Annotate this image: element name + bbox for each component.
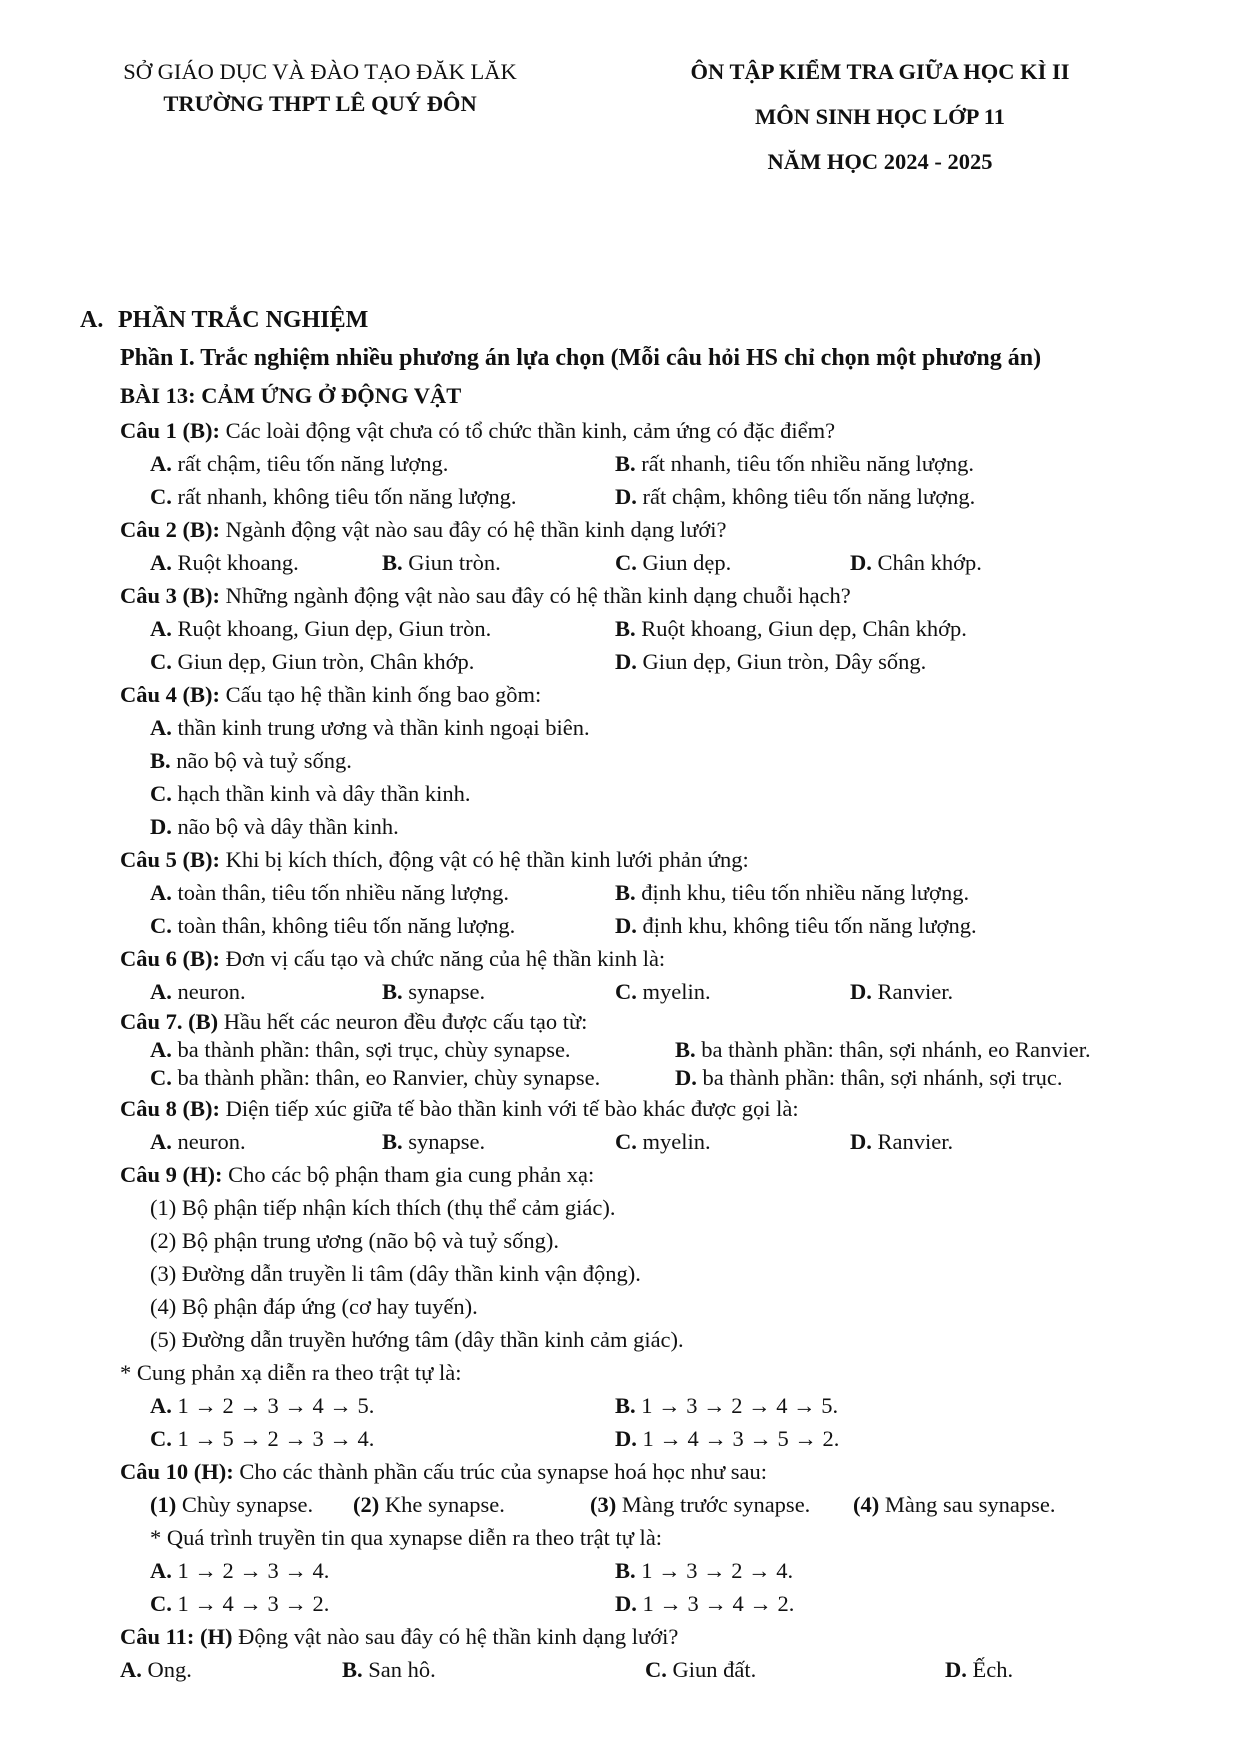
option-d: D. định khu, không tiêu tốn năng lượng. (615, 913, 977, 938)
question-6-options (80, 975, 1200, 1008)
question-7-options-cd (80, 1064, 1200, 1092)
option-b: B. Giun tròn. (382, 550, 501, 575)
option-d: D. Ếch. (945, 1657, 1014, 1682)
option-b: B. rất nhanh, tiêu tốn nhiều năng lượng. (615, 451, 975, 476)
option-c: C. 1 → 5 → 2 → 3 → 4. (150, 1426, 375, 1451)
option-b: B. não bộ và tuỷ sống. (150, 748, 352, 773)
option-a: A. Ruột khoang, Giun dẹp, Giun tròn. (150, 616, 492, 641)
question-7: Câu 7. (B) Hầu hết các neuron đều được cấu tạo từ: (120, 1009, 588, 1034)
option-b: B. định khu, tiêu tốn nhiều năng lượng. (615, 880, 970, 905)
synapse-part-4: (4) Màng sau synapse. (853, 1492, 1056, 1517)
school-year: NĂM HỌC 2024 - 2025 (767, 149, 993, 174)
option-d: D. 1 → 4 → 3 → 5 → 2. (615, 1426, 840, 1451)
reflex-part-3: (3) Đường dẫn truyền li tâm (dây thần kinh vận động). (150, 1261, 641, 1286)
question-10: Câu 10 (H): Cho các thành phần cấu trúc của synapse hoá học như sau: (120, 1459, 768, 1484)
option-a: A. thần kinh trung ương và thần kinh ngoại biên. (150, 715, 590, 740)
synapse-part-3: (3) Màng trước synapse. (590, 1492, 811, 1517)
subject-title: MÔN SINH HỌC LỚP 11 (754, 104, 1006, 129)
option-a: A. neuron. (150, 979, 246, 1004)
reflex-part-4: (4) Bộ phận đáp ứng (cơ hay tuyến). (150, 1294, 478, 1319)
question-5-options-ab (80, 876, 1200, 909)
reflex-part-5: (5) Đường dẫn truyền hướng tâm (dây thần kinh cảm giác). (150, 1327, 684, 1352)
option-a: A. 1 → 2 → 3 → 4. (150, 1558, 330, 1583)
question-1: Câu 1 (B): Các loài động vật chưa có tổ chức thần kinh, cảm ứng có đặc điểm? (120, 418, 836, 443)
question-11-options (80, 1653, 1200, 1686)
option-b: B. synapse. (382, 979, 486, 1004)
exam-title: ÔN TẬP KIỂM TRA GIỮA HỌC KÌ II (690, 59, 1070, 84)
option-b: B. San hô. (342, 1657, 436, 1682)
option-c: C. rất nhanh, không tiêu tốn năng lượng. (150, 484, 517, 509)
question-3: Câu 3 (B): Những ngành động vật nào sau đây có hệ thần kinh dạng chuỗi hạch? (120, 583, 851, 608)
option-b: B. synapse. (382, 1129, 486, 1154)
option-c: C. myelin. (615, 1129, 711, 1154)
option-c: C. Giun dẹp, Giun tròn, Chân khớp. (150, 649, 475, 674)
question-2: Câu 2 (B): Ngành động vật nào sau đây có hệ thần kinh dạng lưới? (120, 517, 727, 542)
question-8: Câu 8 (B): Diện tiếp xúc giữa tế bào thần kinh với tế bào khác được gọi là: (120, 1096, 799, 1121)
question-10-options-cd (80, 1587, 1200, 1620)
question-9: Câu 9 (H): Cho các bộ phận tham gia cung phản xạ: (120, 1162, 595, 1187)
question-8-options (80, 1125, 1200, 1158)
option-c: C. myelin. (615, 979, 711, 1004)
question-3-options-ab (80, 612, 1200, 645)
department-name: SỞ GIÁO DỤC VÀ ĐÀO TẠO ĐĂK LĂK (123, 59, 517, 84)
question-4: Câu 4 (B): Cấu tạo hệ thần kinh ống bao gồm: (120, 682, 542, 707)
option-c: C. Giun dẹp. (615, 550, 732, 575)
school-name: TRƯỜNG THPT LÊ QUÝ ĐÔN (163, 91, 477, 116)
option-a: A. Ong. (120, 1657, 192, 1682)
question-1-options-ab (80, 447, 1200, 480)
reflex-part-2: (2) Bộ phận trung ương (não bộ và tuỷ sống). (150, 1228, 560, 1253)
question-10-note: * Quá trình truyền tin qua xynapse diễn ra theo trật tự là: (150, 1525, 663, 1550)
question-9-options-cd (80, 1422, 1200, 1455)
option-d: D. rất chậm, không tiêu tốn năng lượng. (615, 484, 976, 509)
lesson-title: BÀI 13: CẢM ỨNG Ở ĐỘNG VẬT (120, 383, 462, 408)
option-d: D. Ranvier. (850, 1129, 954, 1154)
question-7-options-ab (80, 1036, 1200, 1064)
synapse-components (80, 1488, 1200, 1521)
option-a: A. ba thành phần: thân, sợi trục, chùy synapse. (150, 1037, 571, 1062)
option-c: C. Giun đất. (645, 1657, 757, 1682)
option-b: B. 1 → 3 → 2 → 4 → 5. (615, 1393, 839, 1418)
option-d: D. Ranvier. (850, 979, 954, 1004)
header-right (640, 56, 1120, 191)
question-9-note: * Cung phản xạ diễn ra theo trật tự là: (120, 1360, 462, 1385)
option-a: A. neuron. (150, 1129, 246, 1154)
question-11: Câu 11: (H) Động vật nào sau đây có hệ thần kinh dạng lưới? (120, 1624, 679, 1649)
question-2-options (80, 546, 1200, 579)
option-c: C. toàn thân, không tiêu tốn năng lượng. (150, 913, 516, 938)
option-c: C. ba thành phần: thân, eo Ranvier, chùy synapse. (150, 1065, 601, 1090)
question-1-options-cd (80, 480, 1200, 513)
question-10-options-ab (80, 1554, 1200, 1587)
option-d: D. ba thành phần: thân, sợi nhánh, sợi trục. (675, 1065, 1063, 1090)
option-a: A. 1 → 2 → 3 → 4 → 5. (150, 1393, 375, 1418)
question-5: Câu 5 (B): Khi bị kích thích, động vật có hệ thần kinh lưới phản ứng: (120, 847, 749, 872)
option-b: B. ba thành phần: thân, sợi nhánh, eo Ranvier. (675, 1037, 1091, 1062)
option-a: A. rất chậm, tiêu tốn năng lượng. (150, 451, 449, 476)
question-5-options-cd (80, 909, 1200, 942)
question-6: Câu 6 (B): Đơn vị cấu tạo và chức năng của hệ thần kinh là: (120, 946, 666, 971)
option-d: D. 1 → 3 → 4 → 2. (615, 1591, 795, 1616)
question-9-options-ab (80, 1389, 1200, 1422)
document-body (80, 302, 1200, 1686)
option-a: A. Ruột khoang. (150, 550, 299, 575)
option-d: D. não bộ và dây thần kinh. (150, 814, 399, 839)
option-b: B. Ruột khoang, Giun dẹp, Chân khớp. (615, 616, 967, 641)
synapse-part-1: (1) Chùy synapse. (150, 1492, 314, 1517)
header-left (100, 56, 540, 120)
reflex-part-1: (1) Bộ phận tiếp nhận kích thích (thụ thể cảm giác). (150, 1195, 616, 1220)
option-a: A. toàn thân, tiêu tốn nhiều năng lượng. (150, 880, 510, 905)
option-d: D. Chân khớp. (850, 550, 982, 575)
option-d: D. Giun dẹp, Giun tròn, Dây sống. (615, 649, 927, 674)
option-b: B. 1 → 3 → 2 → 4. (615, 1558, 794, 1583)
option-c: C. 1 → 4 → 3 → 2. (150, 1591, 330, 1616)
section-heading: A. PHẦN TRẮC NGHIỆM (80, 307, 369, 333)
synapse-part-2: (2) Khe synapse. (353, 1492, 505, 1517)
option-c: C. hạch thần kinh và dây thần kinh. (150, 781, 471, 806)
question-3-options-cd (80, 645, 1200, 678)
part-title: Phần I. Trắc nghiệm nhiều phương án lựa chọn (Mỗi câu hỏi HS chỉ chọn một phương án) (120, 345, 1042, 371)
